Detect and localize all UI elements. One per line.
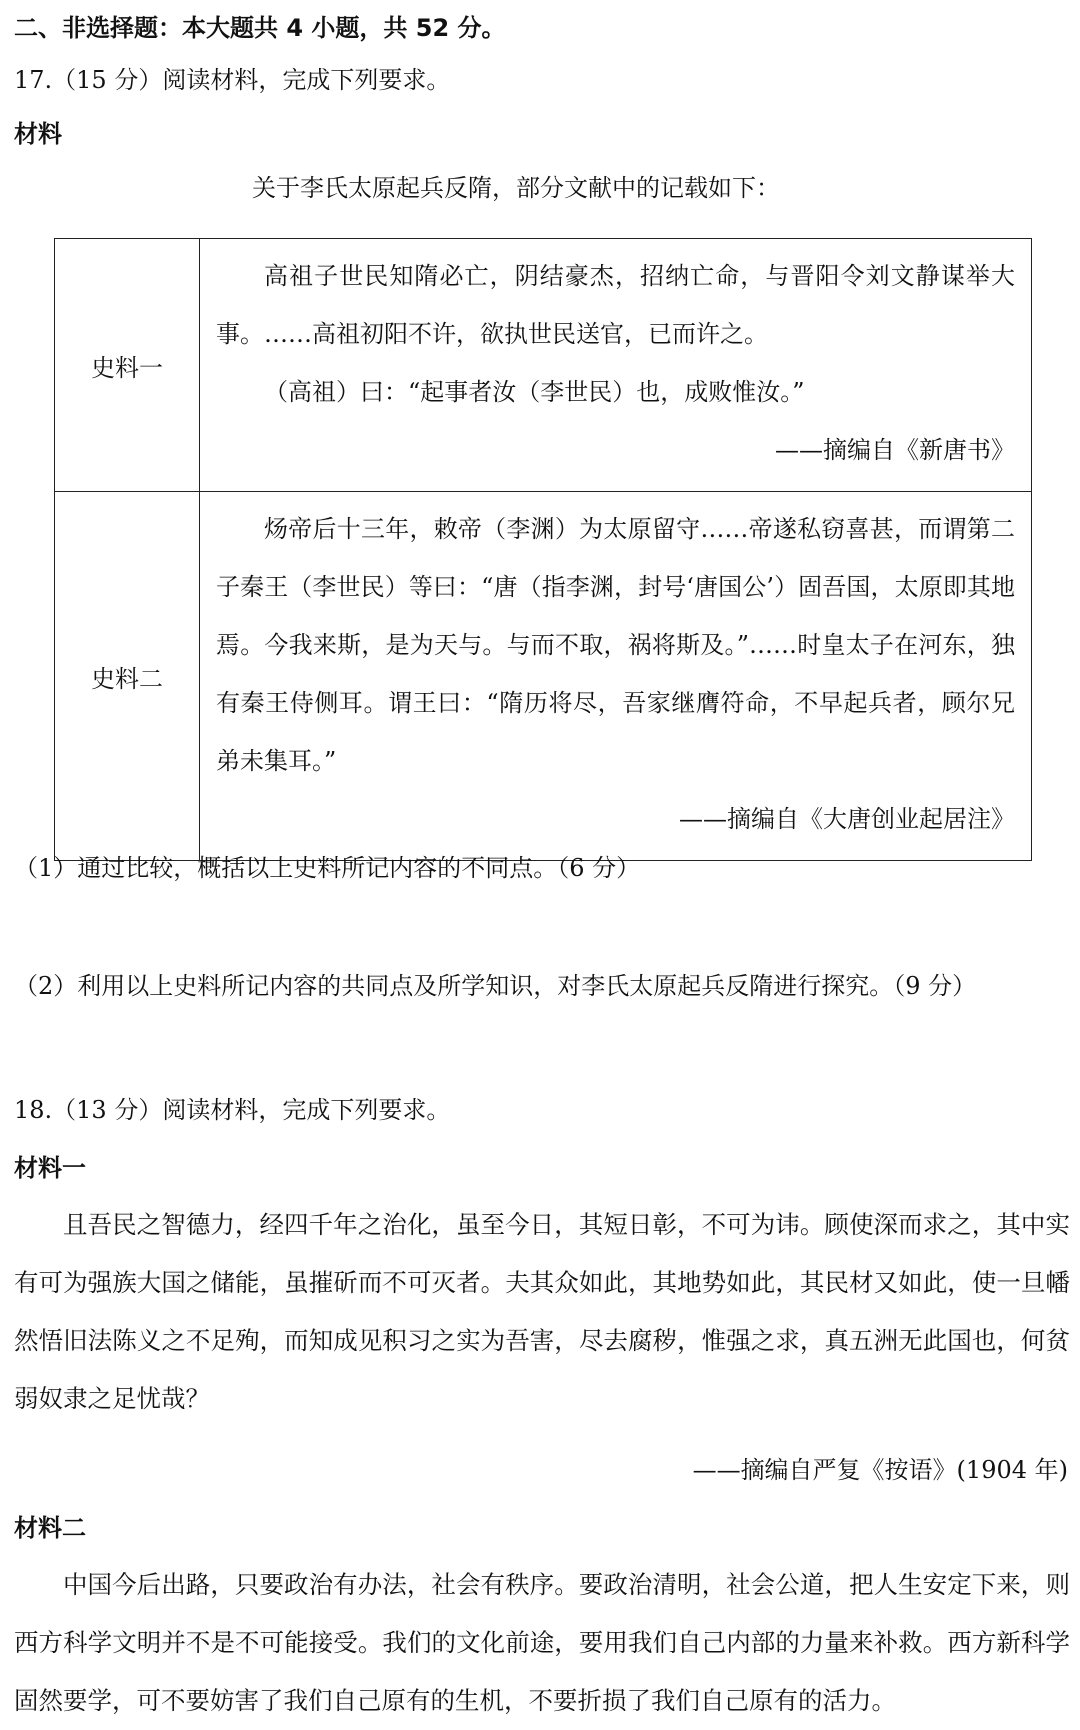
- q17-subquestion-1: （1）通过比较，概括以上史料所记内容的不同点。（6 分）: [14, 854, 641, 882]
- source-label: 史料二: [55, 492, 200, 861]
- source-citation: ——摘编自《新唐书》: [775, 436, 1015, 464]
- source-citation: ——摘编自《大唐创业起居注》: [679, 805, 1015, 833]
- source-label: 史料一: [55, 239, 200, 492]
- q18-material1-citation: ——摘编自严复《按语》(1904 年): [692, 1456, 1068, 1484]
- source-content: [200, 492, 1032, 861]
- q18-material2-label: 材料二: [14, 1514, 86, 1542]
- source-text: 炀帝后十三年，敕帝（李渊）为太原留守……帝遂私窃喜甚，而谓第二子秦王（李世民）等曰：“唐（指李渊，封号‘唐国公’）固吾国，太原即其地焉。今我来斯，是为天与。与而不取，祸将斯及。”……时皇太子在河东，独有秦王侍侧耳。谓王曰：“隋历将尽，吾家继膺符命，不早起兵者，顾尔兄弟未集耳。”: [216, 515, 1015, 775]
- source-row: [55, 492, 1032, 861]
- q17-material-label: 材料: [14, 120, 62, 148]
- source-row: [55, 239, 1032, 492]
- sources-table: [54, 238, 1032, 861]
- question-18-title: 18.（13 分）阅读材料，完成下列要求。: [14, 1096, 451, 1124]
- q18-material2-text: 中国今后出路，只要政治有办法，社会有秩序。要政治清明，社会公道，把人生安定下来，则西方科学文明并不是不可能接受。我们的文化前途，要用我们自己内部的力量来补救。西方新科学固然要学，可不要妨害了我们自己原有的生机，不要折损了我们自己原有的活力。: [14, 1570, 1070, 1715]
- q18-material1-label: 材料一: [14, 1154, 86, 1182]
- source-text: （高祖）曰：“起事者汝（李世民）也，成败惟汝。”: [264, 378, 805, 406]
- source-content: [200, 239, 1032, 492]
- q17-material-intro: 关于李氏太原起兵反隋，部分文献中的记载如下：: [252, 174, 780, 202]
- section-header: 二、非选择题：本大题共 4 小题，共 52 分。: [14, 14, 506, 42]
- source-text: 高祖子世民知隋必亡，阴结豪杰，招纳亡命，与晋阳令刘文静谋举大事。……高祖初阳不许，欲执世民送官，已而许之。: [216, 262, 1015, 348]
- question-17-title: 17.（15 分）阅读材料，完成下列要求。: [14, 66, 451, 94]
- q18-material1-text: 且吾民之智德力，经四千年之治化，虽至今日，其短日彰，不可为讳。顾使深而求之，其中实有可为强族大国之储能，虽摧斫而不可灭者。夫其众如此，其地势如此，其民材又如此，使一旦幡然悟旧法陈义之不足殉，而知成见积习之实为吾害，尽去腐秽，惟强之求，真五洲无此国也，何贫弱奴隶之足忧哉？: [14, 1210, 1070, 1413]
- q17-subquestion-2: （2）利用以上史料所记内容的共同点及所学知识，对李氏太原起兵反隋进行探究。（9 分）: [14, 972, 977, 1000]
